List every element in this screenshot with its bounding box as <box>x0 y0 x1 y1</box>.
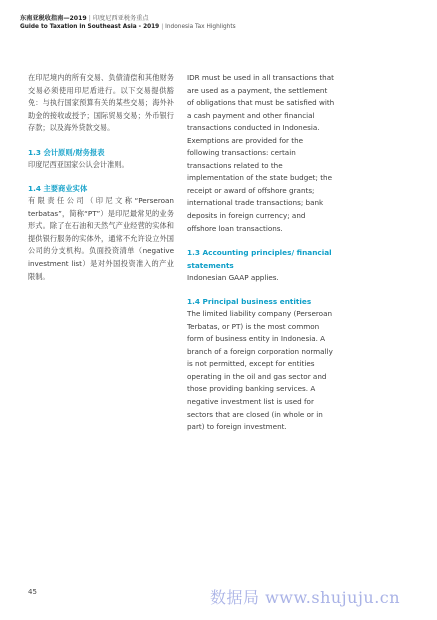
section-title-en: Indonesia Tax Highlights <box>165 24 236 30</box>
currency-paragraph-en: IDR must be used in all transactions that are used as a payment, the settlement of obligations that must be satisfied with a cash payment and other financial transactions conducted in Indonesia. Exemptions are provided for the following transactions: certain transactions related to the implementation of the state budget; the receipt or award of offshore grants; international trade transactions; bank deposits in foreign currency; and offshore loan transactions. <box>187 73 335 233</box>
guide-title-en: Guide to Taxation in Southeast Asia - 2019 <box>20 24 160 30</box>
page-number: 45 <box>28 588 37 596</box>
header-separator: | <box>161 24 164 30</box>
accounting-heading-en: 1.3 Accounting principles/ financial statements <box>187 248 332 270</box>
guide-title-zh: 东南亚税收指南 <box>20 15 64 22</box>
page-header <box>20 14 420 32</box>
business-entities-paragraph-zh: 有限责任公司（印尼文称“Perseroan terbatas”，简称“PT”）是印尼最常见的业务形式。除了在石油和天然气产业经营的实体和提供银行服务的实体外，通常不允许设立外国公司的分支机构。负面投资清单（negative investment list）是对外国投资准入的产业限制。 <box>28 196 174 281</box>
english-column <box>187 72 335 434</box>
business-entities-heading-en: 1.4 Principal business entities <box>187 296 312 306</box>
header-english-line <box>20 23 420 32</box>
header-chinese-line <box>20 14 420 23</box>
currency-paragraph-zh: 在印尼境内的所有交易、负债清偿和其他财务交易必须使用印尼盾进行。以下交易提供豁免：与执行国家预算有关的某些交易；海外补助金的接收或授予；国际贸易交易；外币银行存款；以及海外贷款交易。 <box>28 73 174 133</box>
section-title-zh: 印度尼西亚税务重点 <box>92 15 149 22</box>
guide-year-zh: —2019 <box>63 15 87 22</box>
accounting-heading-zh: 1.3 会计原则/财务报表 <box>28 147 105 157</box>
header-separator: | <box>88 15 91 22</box>
business-entities-heading-zh: 1.4 主要商业实体 <box>28 183 88 193</box>
watermark: 数据局 www.shujuju.cn <box>210 588 401 607</box>
business-entities-paragraph-en: The limited liability company (Perseroan Terbatas, or PT) is the most common form of business entity in Indonesia. A branch of a foreign corporation normally is not permitted, except for entities operating in the oil and gas sector and those providing banking services. A negative investment list is used for sectors that are closed (in whole or in part) to foreign investment. <box>187 309 333 432</box>
accounting-paragraph-zh: 印度尼西亚国家公认会计准则。 <box>28 160 129 170</box>
accounting-paragraph-en: Indonesian GAAP applies. <box>187 273 279 283</box>
chinese-column <box>28 72 174 283</box>
